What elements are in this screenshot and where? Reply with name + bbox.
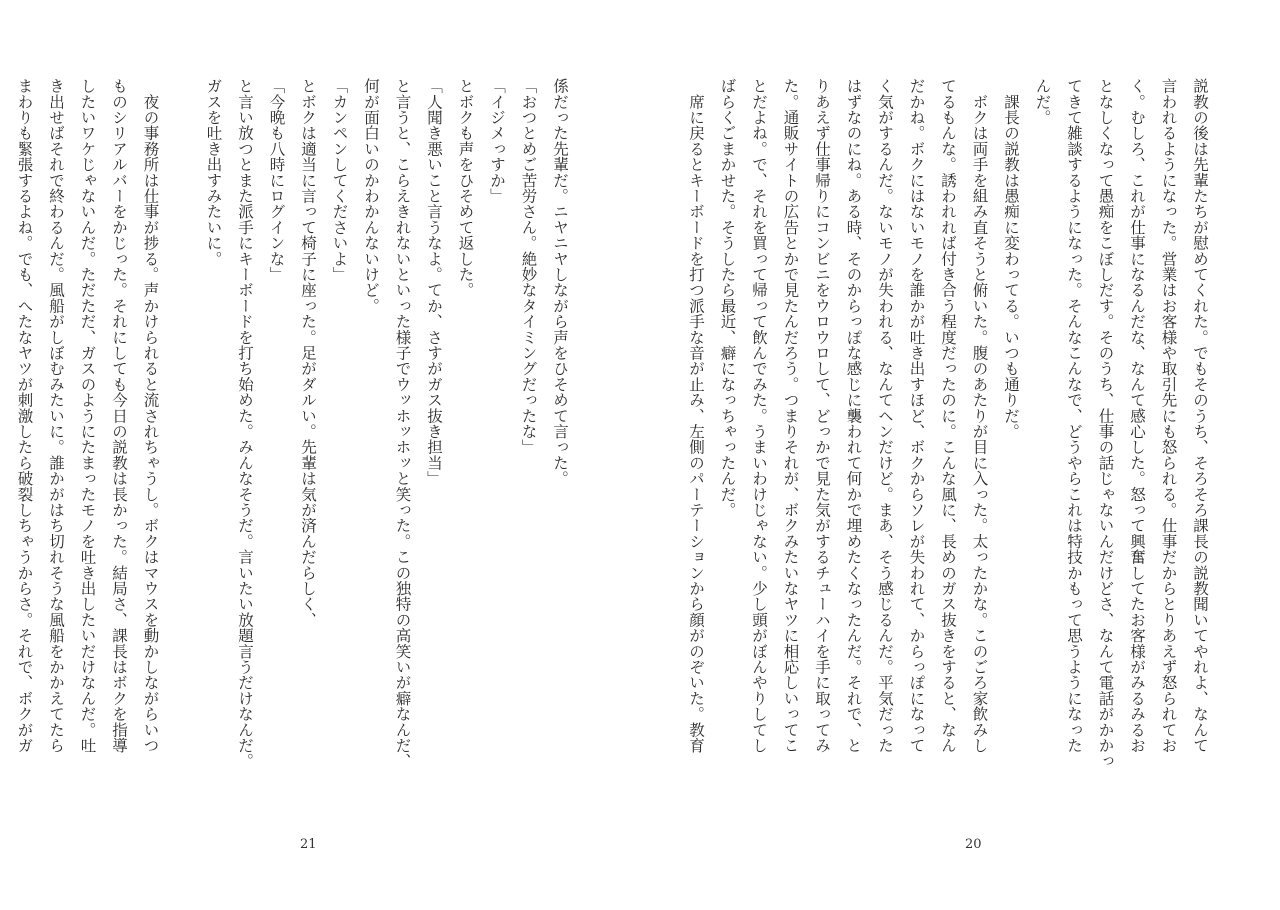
text-line: 「おつとめご苦労さん。絶妙なタイミングだったな」 (519, 78, 538, 455)
text-line: 「イジメっすか」 (488, 78, 506, 204)
text-line: とだよね。で、それを買って帰って飲んでみた。うまいわけじゃない。少し頭がぼんやりしてし (750, 78, 768, 754)
text-line: 「今晩も八時にログインな」 (267, 78, 286, 283)
text-line: ものシリアルバーをかじった。それにしても今日の説教は長かった。結局さ、課長はボクを指導 (110, 78, 128, 754)
text-line: てるもんな。誘われれば付き合う程度だったのに。こんな風に、長めのガス抜きをすると、なん (939, 78, 957, 754)
text-line: き出せばそれで終わるんだ。風船がしぼむみたいに。誰かがはち切れそうな風船をかかえてたら (47, 78, 65, 754)
text-line: 説教の後は先輩たちが慰めてくれた。でもそのうち、そろそろ課長の説教聞いてやれよ、なんて (1191, 78, 1209, 754)
text-line: てきて雑談するようになった。そんなこんなで、どうやらこれは特技かもって思うようになった (1065, 78, 1083, 754)
text-line: と言うと、こらえきれないといった様子でウッホッホッと笑った。この独特の高笑いが癖なんだ、 (393, 78, 412, 769)
text-line: とボクも声をひそめて返した。 (456, 78, 475, 298)
text-line: 何が面白いのかわかんないけど。 (362, 78, 380, 314)
text-line: と言い放つとまた派手にキーボードを打ち始めた。みんなそうだ。言いたい放題言うだけなんだ。 (236, 78, 254, 769)
text-line: 係だった先輩だ。ニヤニヤしながら声をひそめて言った。 (551, 78, 569, 487)
text-line: 「カンペンしてくださいよ」 (330, 78, 349, 283)
text-line: ガスを吐き出すみたいに。 (204, 78, 223, 267)
right-page (640, 0, 1280, 910)
text-line: 席に戻るとキーボードを打つ派手な音が止み、左側のパーテーションから顔がのぞいた。教育 (687, 78, 705, 754)
text-line: となしくなって愚痴をこぼしだす。そのうち、仕事の話じゃないんだけどさ、なんて電話がかかっ (1096, 78, 1115, 769)
page-number: 21 (300, 837, 317, 852)
body-text (687, 78, 1215, 808)
text-line: 課長の説教は愚痴に変わってる。いつも通りだ。 (1002, 78, 1020, 440)
text-line (166, 78, 198, 808)
text-line: く。むしろ、これが仕事になるんだな、なんて感心した。怒って興奮してたお客様がみるみるお (1128, 78, 1146, 754)
text-line: とボクは適当に言って椅子に座った。足がダルい。先輩は気が済んだらしく、 (299, 78, 317, 628)
text-line: したいワケじゃないんだ。ただただ、ガスのようにたまったモノを吐き出したいだけなんだ。吐 (78, 78, 97, 754)
text-line: 「人聞き悪いこと言うなよ。てか、さすがガス抜き担当」 (425, 78, 443, 487)
page-number: 20 (965, 837, 982, 852)
text-line: はずなのにね。ある時、そのからっぽな感じに襲われて何かで埋めたくなったんだ。それで、と (844, 78, 863, 754)
text-line: ばらくごまかせた。そうしたら最近、癖になっちゃったんだ。 (718, 78, 737, 518)
body-text (15, 78, 575, 808)
text-line: まわりも緊張するよね。でも、へたなヤツが刺激したら破裂しちゃうからさ。それで、ボクがガ (15, 78, 34, 754)
text-line: 言われるようになった。営業はお客様や取引先にも怒られる。仕事だからとりあえず怒られてお (1159, 78, 1178, 754)
text-line: 夜の事務所は仕事が捗る。声かけられると流されちゃうし。ボクはマウスを動かしながらいつ (141, 78, 160, 754)
text-line: く気がするんだ。ないモノが失われる、なんてヘンだけど。まあ、そう感じるんだ。平気だった (876, 78, 894, 754)
text-line: んだ。 (1033, 78, 1052, 126)
text-line: だかね。ボクにはないモノを誰かが吐き出すほど、ボクからソレが失われて、からっぽになって (907, 78, 926, 754)
text-line: た。通販サイトの広告とかで見たんだろう。つまりそれが、ボクみたいなヤツに相応しいってこ (781, 78, 800, 754)
text-line: りあえず仕事帰りにコンビニをウロウロして、どっかで見た気がするチューハイを手に取ってみ (813, 78, 831, 754)
text-line: ボクは両手を組み直そうと俯いた。腹のあたりが目に入った。太ったかな。このごろ家飲みし (970, 78, 989, 754)
